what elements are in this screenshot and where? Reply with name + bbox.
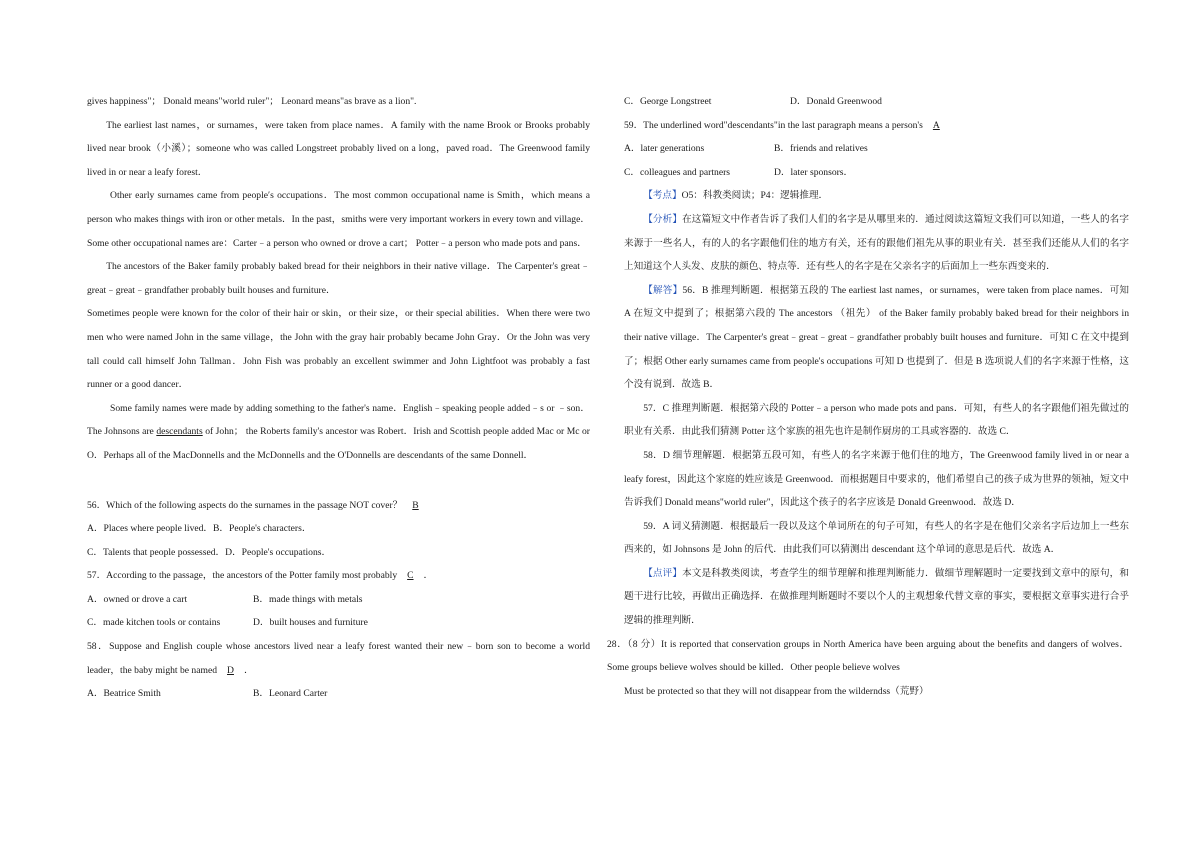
section-fenxi: [624, 208, 1129, 279]
question-28: 28．（8 分）It is reported that conservation groups in North America have been arguing about the benefits and dangers of wolves．Some groups believe wolves should be killed．Other people believe wolves: [607, 638, 1129, 674]
q58-end: ．: [243, 664, 254, 676]
q58-answer: D: [227, 664, 234, 676]
q56-options-ab: [87, 517, 590, 541]
q59-answer: A: [932, 119, 940, 131]
q56-stem: 56．Which of the following aspects do the surnames in the passage NOT cover？: [87, 499, 403, 511]
answer-58-explanation: 58．D 细节理解题．根据第五段可知，有些人的名字来源于他们住的地方，The Greenwood family lived in or near a leafy forest，因此这个家庭的姓应该是 Greenwood．而根据题目中要求的，他们希望自己的孩子成为世界的领袖，短文中告诉我们 Donald means"world ruler"，因此这个孩子的名字应该是 Donald Greenwood．故选 D．: [624, 449, 1129, 509]
paragraph-occupations: Other early surnames came from people′s occupations．The most common occupational name is Smith，which means a person who makes things with iron or other metals．In the past，smiths were very important workers in every town and village．Some other occupational names are：Carter﹣a person who owned or drove a cart； Potter﹣a person who made pots and pans．: [87, 190, 590, 249]
question-58: [87, 635, 590, 682]
q57-options-ab: [87, 588, 590, 612]
q58-options-ab: [87, 682, 590, 706]
father-text-a: Some family names were made by adding something to the father's name．English﹣speaking people added﹣s or ﹣son．The Johnsons are: [87, 402, 590, 438]
q57-end: ．: [423, 570, 434, 582]
question-56: [87, 494, 590, 518]
q58-option-b: B．Leonard Carter: [253, 688, 328, 700]
question-57: [87, 564, 590, 588]
q59-option-c: C．colleagues and partners: [624, 166, 731, 178]
q57-option-b: B．made things with metals: [253, 593, 363, 605]
q57-option-c: C．made kitchen tools or contains: [87, 617, 221, 629]
paragraph-intro: gives happiness"； Donald means"world ruler"； Leonard means"as brave as a lion".: [87, 96, 417, 107]
q59-option-d: D．later sponsors．: [774, 166, 854, 178]
jieda-tag: 【解答】: [643, 284, 683, 296]
q57-option-a: A．owned or drove a cart: [87, 593, 188, 605]
q58-stem: 58．Suppose and English couple whose ancestors lived near a leafy forest wanted their new﹣born son to become a world leader，the baby might be named: [87, 641, 590, 676]
underlined-word: descendants: [156, 426, 203, 438]
paragraph-place-names: The earliest last names，or surnames，were taken from place names．A family with the name Brook or Brooks probably lived near brook（小溪）；someone who was called Longstreet probably lived on a long，paved road．The Greenwood family lived in or near a leafy forest．: [87, 119, 590, 178]
q57-answer: C: [407, 570, 414, 582]
kaodian-text: O5：科教类阅读；P4：逻辑推理．: [681, 190, 829, 202]
q56-answer: B: [412, 499, 419, 511]
q57-stem: 57．According to the passage，the ancestors of the Potter family most probably: [87, 570, 398, 582]
jieda-text: 56．B 推理判断题．根据第五段的 The earliest last names，or surnames，were taken from place names．可知 A 在短文中提到了；根据第六段的 The ancestors （祖先） of the Baker family probably baked bread for their neighbors in their native village．The Carpenter's great﹣great﹣great﹣grandfather probably built houses and furniture．可知 C 在文中提到了；根据 Other early surnames came from people's occupations 可知 D 也提到了．但是 B 选项说人们的名字来源于性格，这个没有说到．故选 B．: [624, 284, 1130, 391]
section-dianping: [624, 562, 1129, 633]
question-59: [624, 114, 1129, 138]
father-text-b: of John； the Roberts family's ancestor was Robert．Irish and Scottish people added Mac or Mc or O．Perhaps all of the MacDonnells and the McDonnells and the O'Donnells are descendants of the same Donnell．: [87, 426, 590, 461]
section-kaodian: [624, 184, 1129, 208]
dianping-text: 本文是科教类阅读，考查学生的细节理解和推理判断能力．做细节理解题时一定要找到文章中的原句，和题干进行比较，再做出正确选择．在做推理判断题时不要以个人的主观想象代替文章的事实，要根据文章事实进行合乎逻辑的推理判断．: [624, 567, 1129, 627]
q57-options-cd: [87, 611, 590, 635]
q57-option-d: D．built houses and furniture: [253, 617, 368, 629]
kaodian-tag: 【考点】: [643, 190, 682, 202]
paragraph-father-names: [87, 397, 590, 468]
q56-option-a: A．Places where people lived．: [87, 523, 214, 535]
q56-option-d: D．People's occupations．: [225, 546, 332, 558]
section-jieda: [624, 279, 1129, 397]
paragraph-features: Sometimes people were known for the color of their hair or skin，or their size，or their special abilities．When there were two men who were named John in the same village，the John with the gray hair probably became John Gray．Or the John was very tall could call himself John Tallman．John Fish was probably an excellent swimmer and John Lightfoot was probably a fast runner or a good dancer．: [87, 308, 590, 391]
q59-stem: 59．The underlined word"descendants"in the last paragraph means a person's: [624, 119, 923, 131]
left-column: [87, 90, 590, 706]
q56-options-cd: [87, 541, 590, 565]
q59-option-b: B．friends and relatives: [774, 143, 868, 155]
q58-option-c: C．George Longstreet: [624, 96, 712, 107]
q59-options-ab: [624, 137, 1129, 161]
fenxi-text: 在这篇短文中作者告诉了我们人们的名字是从哪里来的．通过阅读这篇短文我们可以知道，一些人的名字来源于一些名人，有的人的名字跟他们住的地方有关，还有的跟他们祖先从事的职业有关．甚至我们还能从人们的名字上知道这个人头发、皮肤的颜色、特点等．还有些人的名字是在父亲名字的后面加上一些东西变来的．: [624, 213, 1129, 273]
q58-options-cd: [624, 90, 1129, 114]
q58-option-a: A．Beatrice Smith: [87, 688, 161, 700]
answer-57-explanation: 57．C 推理判断题．根据第六段的 Potter﹣a person who made pots and pans．可知，有些人的名字跟他们祖先做过的职业有关系．由此我们猜测 Potter 这个家族的祖先也许是制作厨房的工具或容器的．故选 C．: [624, 402, 1129, 438]
question-28-continued: Must be protected so that they will not disappear from the wilderndss（荒野）: [624, 685, 929, 697]
fenxi-tag: 【分析】: [643, 213, 683, 225]
answer-59-explanation: 59．A 词义猜测题．根据最后一段以及这个单词所在的句子可知，有些人的名字是在他们父亲名字后边加上一些东西来的，如 Johnsons 是 John 的后代．由此我们可以猜测出 descendant 这个单词的意思是后代．故选 A．: [624, 520, 1129, 556]
q56-option-c: C．Talents that people possessed．: [87, 546, 226, 558]
right-column: [607, 90, 1130, 703]
q56-option-b: B．People's characters．: [213, 523, 312, 535]
q58-option-d: D．Donald Greenwood: [790, 96, 882, 107]
paragraph-baker: The ancestors of the Baker family probably baked bread for their neighbors in their native village．The Carpenter's great﹣great﹣great﹣grandfather probably built houses and furniture．: [87, 261, 590, 296]
q59-option-a: A．later generations: [624, 143, 705, 155]
q59-options-cd: [624, 161, 1129, 185]
dianping-tag: 【点评】: [643, 567, 683, 579]
